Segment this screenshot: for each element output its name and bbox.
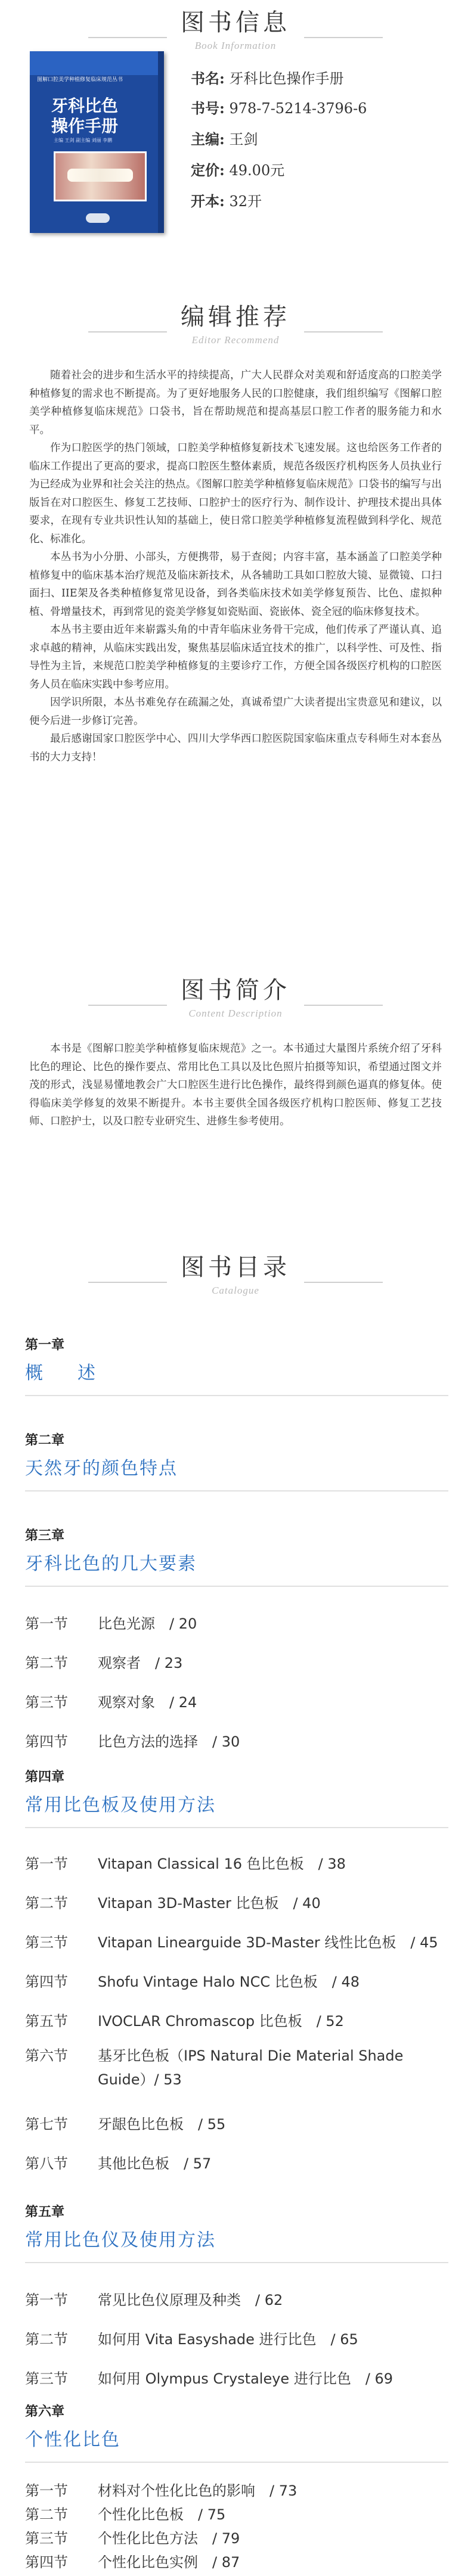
section-title: 编辑推荐 — [181, 303, 290, 331]
paragraph: 本丛书为小分册、小部头，方便携带，易于查阅；内容丰富，基本涵盖了口腔美学种植修复中的临床基本治疗规范及临床新技术，从各辅助工具如口腔放大镜、显微镜、口扫面扫、IIE架及各类种植修复常见设备，到各类临床技术如美学修复预告、比色、虚拟种植、骨增量技术，再到常见的瓷美学修复如瓷贴面、瓷嵌体、瓷全冠的临床修复技术。 — [29, 551, 442, 618]
section-number: 第三节 — [25, 2530, 68, 2547]
cover-band — [30, 51, 164, 75]
recommend-text — [29, 366, 442, 766]
toc-section[interactable] — [25, 1612, 454, 1651]
section-title: 基牙比色板（IPS Natural Die Material Shade Guide）/ 53 — [98, 2047, 404, 2088]
divider — [25, 1586, 448, 1587]
section-number: 第一节 — [25, 1856, 68, 1872]
section-number: 第二节 — [25, 1655, 68, 1671]
toc-section[interactable] — [25, 1852, 454, 1891]
divider — [304, 1282, 383, 1283]
toc-section[interactable] — [25, 2527, 454, 2550]
intro-text — [29, 1040, 442, 1131]
section-number: 第二节 — [25, 2506, 68, 2523]
info-label: 主编: — [191, 130, 225, 148]
toc-chapter-4 — [25, 1767, 454, 1828]
section-number: 第三节 — [25, 2370, 68, 2387]
cover-title-line2: 操作手册 — [51, 116, 119, 136]
info-value: 牙科比色操作手册 — [229, 70, 344, 87]
paragraph: 因学识所限，本丛书难免存在疏漏之处，真诚希望广大读者提出宝贵意见和建议，以便今后进一步修订完善。 — [29, 697, 442, 727]
chapter-title: 个性化比色 — [25, 2429, 120, 2450]
section-number: 第四节 — [25, 1733, 68, 1750]
info-label: 书名: — [191, 70, 225, 87]
section-title: 图书目录 — [181, 1254, 290, 1281]
section-header-book-info — [0, 4, 471, 52]
toc-section[interactable] — [25, 2009, 454, 2049]
section-subtitle: Book Information — [194, 40, 277, 51]
section-title: Vitapan Linearguide 3D-Master 线性比色板 / 45 — [98, 1934, 438, 1951]
cover-title-line1: 牙科比色 — [51, 96, 119, 116]
divider — [25, 1490, 448, 1491]
divider — [25, 1827, 448, 1828]
divider — [304, 1005, 383, 1006]
section-number: 第四节 — [25, 2554, 68, 2571]
toc-section[interactable] — [25, 1931, 454, 1970]
section-subtitle: Content Description — [188, 1008, 283, 1019]
paragraph: 作为口腔医学的热门领域，口腔美学种植修复新技术飞速发展。这也给医务工作者的临床工作提出了更高的要求，提高口腔医生整体素质，规范各级医疗机构医务人员执业行为已经成为业界和社会关注的热点。《图解口腔美学种植修复临床规范》口袋书的编写与出版旨在对口腔医生、修复工艺技师、口腔护士的医疗行为、制作设计、护理技术提出具体要求，在现有专业共识性认知的基础上，使日常口腔美学种植修复流程做到科学化、规范化、标准化。 — [29, 442, 442, 545]
book-info-isbn — [191, 97, 367, 117]
section-title: IVOCLAR Chromascop 比色板 / 52 — [98, 2013, 344, 2030]
cover-series: 图解口腔美学种植修复临床规范丛书 — [37, 77, 123, 83]
divider — [25, 1395, 448, 1396]
section-number: 第二节 — [25, 1895, 68, 1912]
section-title: 其他比色板 / 57 — [98, 2155, 212, 2172]
toc-section[interactable] — [25, 2503, 454, 2527]
section-title: 个性化比色实例 / 87 — [98, 2554, 240, 2571]
section-subtitle: Editor Recommend — [191, 334, 280, 346]
book-info-format — [191, 189, 262, 210]
divider — [25, 2262, 448, 2263]
section-header-catalogue — [0, 1248, 471, 1297]
info-value: 49.00元 — [229, 162, 285, 179]
toc-section[interactable] — [25, 2152, 454, 2191]
info-label: 定价: — [191, 161, 225, 179]
section-title: 观察者 / 23 — [98, 1655, 183, 1671]
toc-section[interactable] — [25, 1891, 454, 1931]
section-number: 第三节 — [25, 1934, 68, 1951]
toc-chapter-5 — [25, 2202, 454, 2263]
section-number: 第一节 — [25, 2482, 68, 2499]
toc-section[interactable] — [25, 1970, 454, 2009]
chapter-number: 第六章 — [25, 2404, 65, 2419]
divider — [88, 1005, 167, 1006]
section-title: 个性化比色方法 / 79 — [98, 2530, 240, 2547]
toc-chapter-3 — [25, 1525, 454, 1587]
section-title: 如何用 Vita Easyshade 进行比色 / 65 — [98, 2331, 358, 2348]
paragraph: 本书是《图解口腔美学种植修复临床规范》之一。本书通过大量图片系统介绍了牙科比色的理论、比色的操作要点、常用比色工具以及比色照片拍摄等知识，希望通过图文并茂的形式，浅显易懂地教会广大口腔医生进行比色操作，最终得到颜色逼真的修复体。使得临床美学修复的效果不断提升。本书主要供全国各级医疗机构口腔医师、修复工艺技师、口腔护士，以及口腔专业研究生、进修生参考使用。 — [29, 1043, 442, 1127]
section-header-intro — [0, 971, 471, 1020]
section-number: 第三节 — [25, 1694, 68, 1711]
info-value: 王剑 — [229, 131, 258, 148]
section-number: 第四节 — [25, 1974, 68, 1990]
divider — [304, 37, 383, 38]
section-title: Vitapan 3D-Master 比色板 / 40 — [98, 1895, 321, 1912]
section-number: 第六节 — [25, 2047, 68, 2064]
cover-teeth-photo — [54, 151, 147, 201]
info-value: 32开 — [229, 193, 262, 210]
toc-section[interactable] — [25, 1730, 454, 1769]
divider — [88, 1282, 167, 1283]
section-title: Shofu Vintage Halo NCC 比色板 / 48 — [98, 1974, 360, 1990]
section-number: 第一节 — [25, 1615, 68, 1632]
section-title: 比色光源 / 20 — [98, 1615, 197, 1632]
section-title: 常见比色仪原理及种类 / 62 — [98, 2292, 283, 2308]
book-info-editor — [191, 128, 258, 148]
toc-section[interactable] — [25, 2044, 454, 2112]
toc-chapter-5-sections — [25, 2288, 454, 2406]
chapter-title: 天然牙的颜色特点 — [25, 1458, 178, 1479]
chapter-number: 第五章 — [25, 2205, 65, 2220]
chapter-title: 牙科比色的几大要素 — [25, 1553, 197, 1574]
section-title: 图书简介 — [181, 977, 290, 1004]
toc-section[interactable] — [25, 2112, 454, 2152]
section-number: 第八节 — [25, 2155, 68, 2172]
paragraph: 随着社会的进步和生活水平的持续提高，广大人民群众对美观和舒适度高的口腔美学种植修复的需求也不断提高。为了更好地服务人民的口腔健康，我们组织编写《图解口腔美学种植修复临床规范》口袋书，旨在帮助规范和提高基层口腔工作者的服务能力和水平。 — [29, 369, 442, 436]
chapter-number: 第四章 — [25, 1770, 65, 1785]
divider — [304, 331, 383, 333]
chapter-number: 第一章 — [25, 1338, 65, 1353]
toc-chapter-3-sections — [25, 1612, 454, 1769]
info-label: 开本: — [191, 192, 225, 210]
chapter-number: 第三章 — [25, 1528, 65, 1543]
info-value: 978-7-5214-3796-6 — [229, 100, 367, 117]
toc-section[interactable] — [25, 2479, 454, 2503]
toc-section[interactable] — [25, 1691, 454, 1730]
section-title: 牙龈色比色板 / 55 — [98, 2116, 226, 2133]
book-info-price — [191, 159, 284, 179]
paragraph: 最后感谢国家口腔医学中心、四川大学华西口腔医院国家临床重点专科师生对本套丛书的大力支持！ — [29, 733, 442, 763]
toc-section[interactable] — [25, 2550, 454, 2574]
chapter-title: 常用比色仪及使用方法 — [25, 2230, 216, 2251]
section-title: 观察对象 / 24 — [98, 1694, 197, 1711]
cover-spine — [158, 51, 164, 233]
section-number: 第一节 — [25, 2292, 68, 2308]
divider — [25, 2462, 448, 2463]
toc-section[interactable] — [25, 2328, 454, 2367]
section-number: 第七节 — [25, 2116, 68, 2133]
toc-section[interactable] — [25, 2367, 454, 2406]
toc-chapter-1 — [25, 1335, 454, 1396]
section-title: 比色方法的选择 / 30 — [98, 1733, 240, 1750]
section-title: Vitapan Classical 16 色比色板 / 38 — [98, 1856, 346, 1872]
book-cover — [30, 51, 164, 233]
section-title: 如何用 Olympus Crystaleye 进行比色 / 69 — [98, 2370, 393, 2387]
publisher-logo-icon — [86, 213, 110, 223]
toc-chapter-4-sections — [25, 1852, 454, 2191]
paragraph: 本丛书主要由近年来崭露头角的中青年临床业务骨干完成，他们传承了严谨认真、追求卓越的精神，从临床实践出发，聚焦基层临床适宜技术的推广，以科学性、可及性、指导性为主旨，来规范口腔美学种植修复的主要诊疗工作，方便全国各级医疗机构的口腔医务人员在临床实践中参考应用。 — [29, 624, 442, 691]
section-number: 第二节 — [25, 2331, 68, 2348]
divider — [88, 331, 167, 333]
chapter-title: 常用比色板及使用方法 — [25, 1795, 216, 1816]
chapter-title: 概 述 — [25, 1363, 104, 1384]
toc-section[interactable] — [25, 1651, 454, 1691]
cover-authors: 主编 王剑 副主编 刘丽 李鹏 — [54, 138, 113, 143]
toc-chapter-6 — [25, 2401, 454, 2463]
section-number: 第五节 — [25, 2013, 68, 2030]
section-title: 材料对个性化比色的影响 / 73 — [98, 2482, 298, 2499]
section-header-recommend — [0, 298, 471, 346]
book-info-title — [191, 67, 344, 88]
section-title: 个性化比色板 / 75 — [98, 2506, 226, 2523]
toc-section[interactable] — [25, 2288, 454, 2328]
info-label: 书号: — [191, 100, 225, 117]
divider — [88, 37, 167, 38]
toc-chapter-6-sections — [25, 2479, 454, 2574]
section-subtitle: Catalogue — [212, 1285, 259, 1296]
toc-chapter-2 — [25, 1430, 454, 1491]
section-title: 图书信息 — [181, 9, 290, 36]
chapter-number: 第二章 — [25, 1433, 65, 1448]
